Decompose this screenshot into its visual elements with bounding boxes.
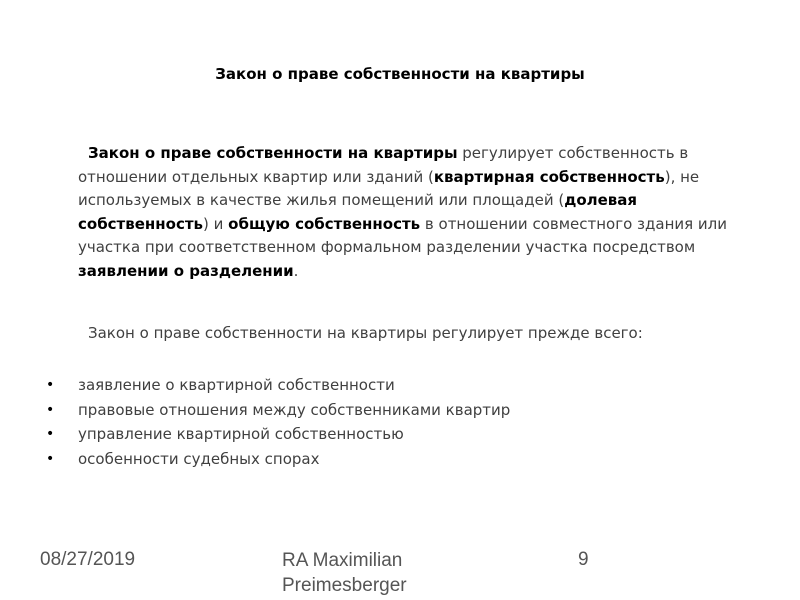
paragraph-text-1: регулирует собственность в отношении отдельных квартир или зданий ( xyxy=(78,144,689,186)
paragraph-text-5: . xyxy=(293,261,299,280)
bullet-icon: • xyxy=(46,426,55,442)
apartment-ownership-bold: квартирная собственность xyxy=(433,167,665,186)
bullet-icon: • xyxy=(46,401,55,418)
list-item-text: правовые отношения между собственниками квартир xyxy=(78,400,511,419)
bullet-icon: • xyxy=(46,377,55,393)
list-item xyxy=(0,448,800,473)
main-paragraph xyxy=(78,142,728,283)
bullet-icon: • xyxy=(46,450,55,467)
list-item xyxy=(0,399,800,424)
partial-ownership-bold: долевая собственность xyxy=(78,191,638,233)
law-name-bold: Закон о праве собственности на квартиры xyxy=(88,144,458,162)
list-item xyxy=(0,374,800,399)
paragraph-text-4: в отношении совместного здания или участка при соответственном формальном разделении участка посредством xyxy=(78,214,728,256)
list-item xyxy=(0,423,800,448)
paragraph-text-3: ) и xyxy=(203,214,229,233)
division-declaration-bold: заявлении о разделении xyxy=(78,261,294,280)
footer-author: RA Maximilian Preimesberger xyxy=(282,550,407,596)
page-number: 9 xyxy=(578,549,589,570)
list-item-text: управление квартирной собственностью xyxy=(78,425,404,443)
slide-title: Закон о праве собственности на квартиры xyxy=(215,65,585,83)
bullet-list xyxy=(0,374,800,472)
list-item-text: заявление о квартирной собственности xyxy=(78,376,395,394)
intro-line: Закон о праве собственности на квартиры регулирует прежде всего: xyxy=(88,324,643,342)
list-item-text: особенности судебных спорах xyxy=(78,449,320,468)
common-ownership-bold: общую собственность xyxy=(228,214,421,233)
footer-date: 08/27/2019 xyxy=(40,549,136,570)
paragraph-text-2: ), не используемых в качестве жилья помещений или площадей ( xyxy=(78,167,700,209)
